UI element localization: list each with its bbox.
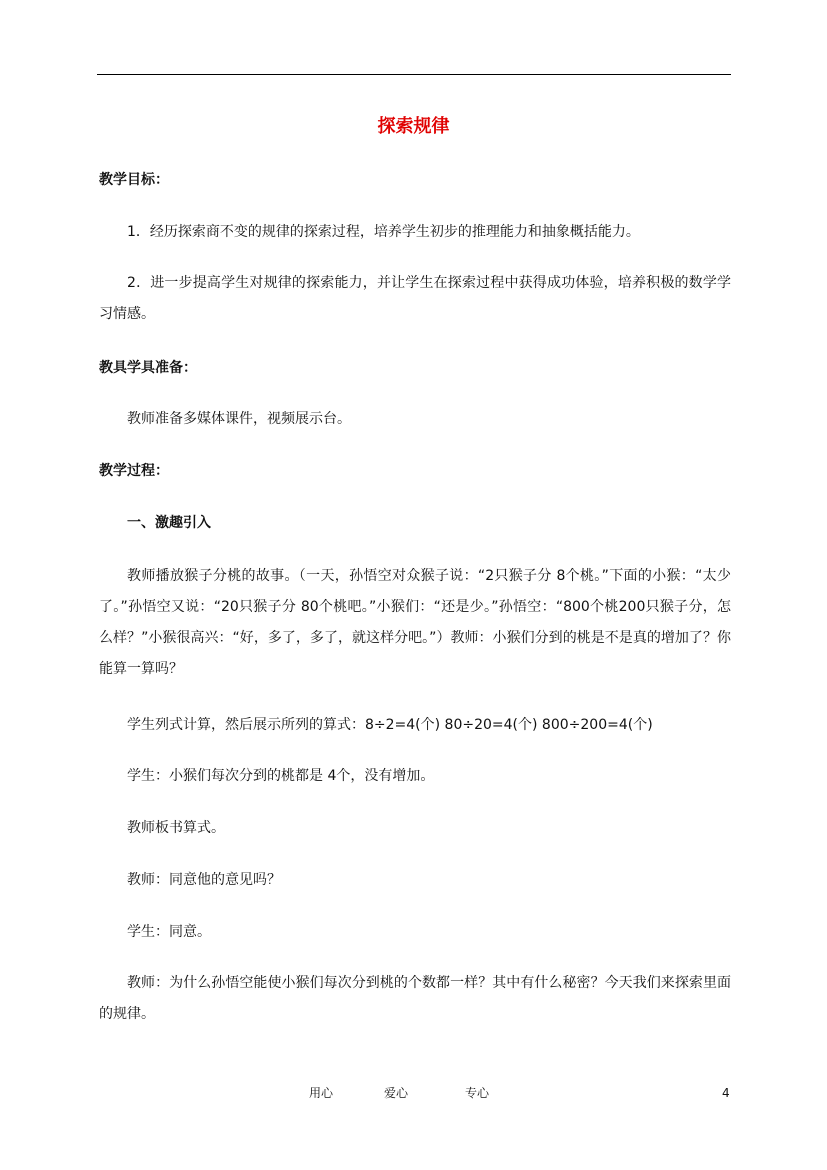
goal-item-2: 2．进一步提高学生对规律的探索能力，并让学生在探索过程中获得成功体验，培养积极的数学学习情感。 (99, 275, 731, 322)
footer-word-2: 爱心 (384, 1086, 409, 1100)
teacher-question-1: 教师：同意他的意见吗？ (127, 872, 281, 888)
heading-materials: 教具学具准备： (99, 360, 197, 376)
document-title: 探索规律 (377, 116, 450, 137)
footer-word-3: 专心 (465, 1086, 490, 1100)
page-number: 4 (722, 1086, 730, 1100)
header-rule (97, 74, 731, 75)
calc-paragraph: 学生列式计算，然后展示所列的算式：8÷2=4(个) 80÷20=4(个) 800÷200=4(个) (127, 717, 653, 733)
footer-word-1: 用心 (309, 1086, 334, 1100)
story-paragraph: 教师播放猴子分桃的故事。（一天，孙悟空对众猴子说：“2只猴子分 8个桃。”下面的小猴：“太少了。”孙悟空又说：“20只猴子分 80个桃吧。”小猴们：“还是少。”孙悟空：“800个桃200只猴子分，怎么样？”小猴很高兴：“好，多了，多了，就这样分吧。”）教师：小猴们分到的桃是不是真的增加了？你能算一算吗？ (99, 568, 731, 677)
board-paragraph: 教师板书算式。 (127, 820, 225, 836)
section-heading-1: 一、激趣引入 (127, 515, 211, 531)
materials-text: 教师准备多媒体课件，视频展示台。 (127, 411, 351, 427)
heading-process: 教学过程： (99, 463, 169, 479)
goal-item-1: 1．经历探索商不变的规律的探索过程，培养学生初步的推理能力和抽象概括能力。 (127, 224, 640, 240)
student-reply-1: 学生：小猴们每次分到的桃都是 4个，没有增加。 (127, 768, 435, 784)
teacher-question-2: 教师：为什么孙悟空能使小猴们每次分到桃的个数都一样？其中有什么秘密？今天我们来探索里面的规律。 (99, 975, 731, 1022)
student-reply-2: 学生：同意。 (127, 924, 211, 940)
heading-goals: 教学目标： (99, 172, 169, 188)
